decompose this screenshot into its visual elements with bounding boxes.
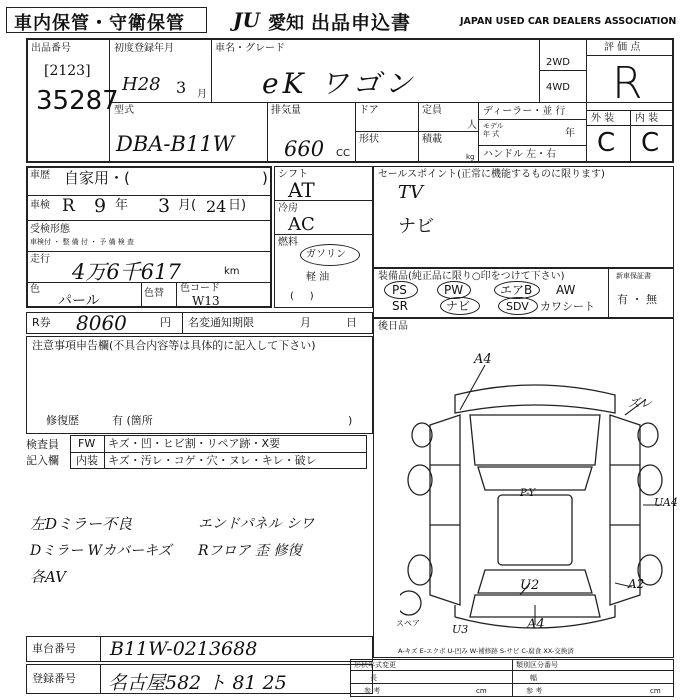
drive-2wd[interactable]: 2WD <box>546 57 570 68</box>
equip-sdv[interactable]: SDV <box>506 300 529 313</box>
grade-label: 評 価 点 <box>604 42 641 53</box>
ju-logo: JU <box>233 8 260 32</box>
selling-point-2[interactable]: ナビ <box>398 216 434 237</box>
remark-2: Dミラー Wカバーキズ <box>30 543 172 559</box>
color-value[interactable]: パール <box>58 293 100 309</box>
inspection-month[interactable]: 3 <box>158 195 171 217</box>
recycle-value[interactable]: 8060 <box>76 311 127 335</box>
fuel-label: 燃料 <box>278 237 298 248</box>
inspection-day[interactable]: 24 <box>206 197 227 216</box>
car-name[interactable]: eK ワゴン <box>262 67 417 100</box>
remark-4: エンドパネル シワ <box>198 516 315 532</box>
model-value[interactable]: DBA-B11W <box>116 132 235 156</box>
handle-label: ハンドル 左・右 <box>483 149 557 160</box>
displacement-value[interactable]: 660 <box>284 137 325 161</box>
cm-2: cm <box>650 687 661 695</box>
model-year-label: モデル 年 式 <box>483 122 504 138</box>
inspection-year-unit: 年 <box>115 198 129 213</box>
history-value[interactable]: 自家用・( <box>64 169 130 187</box>
exterior-label: 外 装 <box>591 113 615 124</box>
first-reg-month[interactable]: 3 <box>176 78 187 97</box>
org-name: 愛知 <box>268 13 304 34</box>
load-label: 積載 <box>422 134 442 145</box>
inspection-label: 車検 <box>30 200 50 211</box>
lot-no-label: 出品番号 <box>31 43 71 54</box>
color-change-label: 色替 <box>144 288 164 299</box>
repair-close: ) <box>348 414 353 427</box>
fuel-other[interactable]: ( ) <box>290 291 314 302</box>
damage-legend: A-キズ E-エクボ U-凹み W-補修跡 S-サビ C-腐食 XX-交換済 <box>398 647 574 655</box>
selling-points-label: セールスポイント(正常に機能するものに限ります) <box>378 169 605 180</box>
mark-front-a4: A4 <box>474 352 492 367</box>
first-reg-label: 初度登録年月 <box>114 43 174 54</box>
lot-no[interactable]: 35287 <box>36 86 119 116</box>
inspection-era[interactable]: R <box>62 196 75 216</box>
selling-point-1[interactable]: TV <box>398 182 424 203</box>
equip-ps[interactable]: PS <box>392 283 407 297</box>
repair-value[interactable]: 有 (箇所 <box>112 414 153 427</box>
recycle-label: R券 <box>32 316 51 329</box>
fw-items[interactable]: キズ・凹・ヒビ割・リペア跡・X要 <box>108 437 281 450</box>
ref-label-1: 参 考 <box>364 687 381 695</box>
remark-5: Rフロア 歪 修復 <box>198 543 302 559</box>
color-label: 色 <box>30 284 40 295</box>
shape-change-label: 形状年式変更 <box>354 661 396 669</box>
fuel-diesel[interactable]: 軽 油 <box>306 272 330 283</box>
spare-label: スペア <box>396 619 420 628</box>
interior-items[interactable]: キズ・汚レ・コゲ・穴・ヌレ・キレ・破レ <box>108 454 317 467</box>
name-change-label: 名変通知期限 <box>188 316 254 329</box>
drive-4wd[interactable]: 4WD <box>546 82 570 93</box>
chassis-value[interactable]: B11W-0213688 <box>110 638 258 660</box>
mileage-label: 走行 <box>30 254 50 265</box>
equip-navi[interactable]: ナビ <box>446 299 471 313</box>
exterior-value[interactable]: C <box>597 128 616 158</box>
mileage-value[interactable]: 4万6千617 <box>72 260 181 284</box>
capacity-unit: 人 <box>467 120 477 131</box>
manual-value[interactable]: 有 ・ 無 <box>617 293 657 306</box>
mark-ua4: UA4 <box>654 496 678 509</box>
notes-label: 注意事項申告欄(不具合内容等は具体的に記入して下さい) <box>32 339 316 352</box>
equipment-label: 装備品(純正品に限り○印をつけて下さい) <box>378 271 565 282</box>
history-label: 車歴 <box>30 170 50 181</box>
registration-label: 登録番号 <box>32 672 76 685</box>
door-label: ドア <box>359 105 379 116</box>
circle-navi <box>440 297 480 315</box>
receipt-label: 受検形態 <box>30 224 70 235</box>
cooling-value[interactable]: AC <box>288 214 315 235</box>
ref-label-2: 参 考 <box>526 687 543 695</box>
name-change-month: 月 <box>300 316 311 329</box>
shift-value[interactable]: AT <box>288 178 315 202</box>
month-unit: 月 <box>197 89 207 100</box>
fw-label: FW <box>78 437 96 450</box>
mileage-unit: km <box>224 266 240 277</box>
displacement-label: 排気量 <box>271 105 301 116</box>
recycle-unit: 円 <box>160 316 171 329</box>
inspection-year[interactable]: 9 <box>94 195 107 217</box>
equip-sr[interactable]: SR <box>392 299 408 313</box>
mark-rear-a4: A4 <box>527 617 545 632</box>
shift-label: シフト <box>278 169 308 180</box>
equip-pw[interactable]: PW <box>444 283 464 297</box>
color-code-value[interactable]: W13 <box>192 294 220 308</box>
mark-a2: A2 <box>628 577 645 591</box>
equip-airbag[interactable]: エアB <box>500 283 533 297</box>
mark-zure: ズレ <box>628 396 653 410</box>
equip-leather-seat[interactable]: カワシート <box>540 300 595 313</box>
interior-value[interactable]: C <box>641 128 660 158</box>
mark-u2: U2 <box>520 578 540 593</box>
model-label: 型式 <box>114 105 134 116</box>
name-change-day: 日 <box>346 316 357 329</box>
model-change-label: 類別区分番号 <box>516 661 558 669</box>
interior-label: 内 装 <box>635 113 659 124</box>
interior-inspect-label: 内装 <box>76 454 98 467</box>
circle-ps <box>384 281 418 299</box>
car-name-label: 車名・グレード <box>215 43 285 54</box>
equip-aw[interactable]: AW <box>556 283 576 297</box>
chassis-label: 車台番号 <box>32 642 76 655</box>
inspection-month-unit: 月( <box>178 198 197 213</box>
storage-notice: 車内保管・守衛保管 <box>14 13 185 34</box>
inspection-day-unit: 日) <box>228 198 247 213</box>
repair-label: 修復歴 <box>46 414 79 427</box>
lot-bracket: [2123] <box>44 63 91 79</box>
diagram-label: 後日品 <box>378 321 408 332</box>
cooling-label: 冷房 <box>278 203 298 214</box>
remark-1: 左Dミラー不良 <box>30 515 133 533</box>
history-close: ) <box>262 169 268 187</box>
manual-label: 新車保証書 <box>616 272 651 280</box>
inspector-label: 検査員 記入欄 <box>26 438 59 467</box>
fuel-value[interactable]: ガソリン <box>306 249 346 260</box>
remark-3: 各AV <box>30 568 66 586</box>
length-label: 長 <box>370 674 377 682</box>
grade-value[interactable]: R <box>612 58 643 109</box>
org-english: JAPAN USED CAR DEALERS ASSOCIATION <box>460 16 677 27</box>
dealer-label: ディーラー・並 行 <box>483 106 566 117</box>
form-title: 出品申込書 <box>311 12 412 34</box>
receipt-note: 車検付 ・ 整 備 付 ・ 予 備 検 査 <box>30 238 135 246</box>
registration-value[interactable]: 名古屋582 ト 81 25 <box>108 672 287 694</box>
circle-sdv <box>498 297 538 315</box>
mark-u3: U3 <box>452 623 469 636</box>
displacement-unit: CC <box>336 148 350 159</box>
year-unit: 年 <box>565 128 575 139</box>
cm-1: cm <box>476 687 487 695</box>
shape-label: 形状 <box>359 134 379 145</box>
mark-py: P-Y <box>520 488 536 499</box>
color-code-label: 色コード <box>180 283 220 294</box>
width-label: 幅 <box>530 674 537 682</box>
history-section <box>26 166 272 308</box>
capacity-label: 定員 <box>422 105 442 116</box>
first-reg-year[interactable]: H28 <box>122 74 161 95</box>
load-unit: kg <box>466 153 475 161</box>
